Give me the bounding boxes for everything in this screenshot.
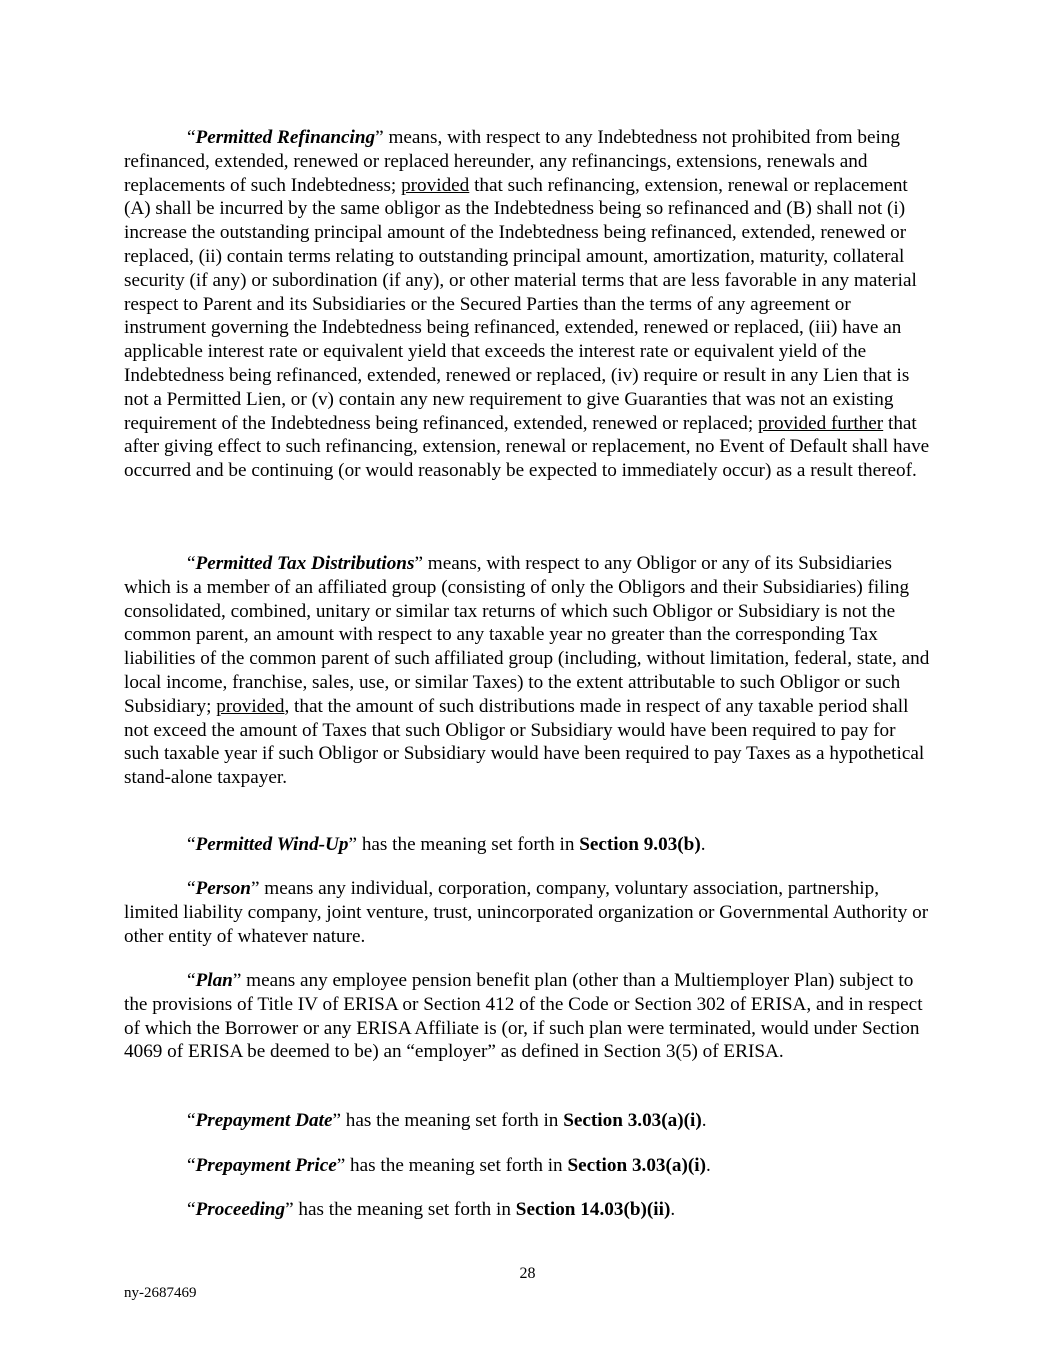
definition-proceeding: “Proceeding” has the meaning set forth in Section 14.03(b)(ii).	[187, 1199, 676, 1220]
definition-text: ” means, with respect to any Indebtedness not prohibited from being refinanced, extended, renewed or replaced hereunder, any refinancings, extensions, renewals and replacements of such Indebtedness;	[124, 127, 901, 196]
open-quote: “	[187, 1110, 196, 1131]
section-reference: Section 3.03(a)(i)	[563, 1110, 702, 1131]
open-quote: “	[187, 127, 196, 148]
defined-term: Prepayment Price	[195, 1155, 337, 1176]
definition-text: that after giving effect to such refinancing, extension, renewal or replacement, no Event of Default shall have occurred and be continuing (or would reasonably be expected to immediately occur) as a result thereof.	[124, 412, 930, 482]
open-quote: “	[187, 878, 196, 899]
proviso-underlined: provided further	[757, 412, 884, 434]
definition-text: ” has the meaning set forth in	[285, 1199, 516, 1220]
open-quote: “	[187, 1199, 196, 1220]
definition-text: ” has the meaning set forth in	[336, 1155, 568, 1176]
definition-text: , that the amount of such distributions made in respect of any taxable period shall not exceed the amount of Taxes that such Obligor or Subsidiary would have been required to pay for such taxable year if such Obligor or Subsidiary would have been required to pay Taxes as a hypothetical stand-alone taxpayer.	[124, 695, 925, 789]
defined-term: Permitted Wind-Up	[195, 834, 349, 855]
definition-permitted-wind-up: “Permitted Wind-Up” has the meaning set forth in Section 9.03(b).	[187, 834, 706, 855]
defined-term: Permitted Tax Distributions	[195, 553, 415, 574]
definition-text: ” means any employee pension benefit plan (other than a Multiemployer Plan) subject to the provisions of Title IV of ERISA or Section 412 of the Code or Section 302 of ERISA, and in respect of which the Borrower or any ERISA Affiliate is (or, if such plan were terminated, would under Section 4069 of ERISA be deemed to be) an “employer” as defined in Section 3(5) of ERISA.	[124, 970, 923, 1063]
definition-plan	[124, 969, 934, 1064]
open-quote: “	[187, 970, 196, 991]
defined-term: Plan	[195, 970, 233, 991]
proviso-underlined: provided	[216, 695, 285, 717]
document-id: ny-2687469	[124, 1285, 197, 1301]
section-reference: Section 9.03(b)	[579, 834, 701, 855]
definition-permitted-refinancing	[124, 126, 934, 483]
definition-text: ” means any individual, corporation, company, voluntary association, partnership, limited liability company, joint venture, trust, unincorporated organization or Governmental Authority or other entity of whatever nature.	[124, 878, 929, 947]
page-number: 28	[519, 1265, 536, 1282]
defined-term: Permitted Refinancing	[195, 127, 376, 148]
definition-text: that such refinancing, extension, renewal or replacement (A) shall be incurred by the same obligor as the Indebtedness being so refinanced and (B) shall not (i) increase the outstanding principal amount of the Indebtedness being refinanced, extended, renewed or replaced, (ii) contain terms relating to outstanding principal amount, amortization, maturity, collateral security (if any) or subordination (if any), or other material terms that are less favorable in any material respect to Parent and its Subsidiaries or the Secured Parties than the terms of any agreement or instrument governing the Indebtedness being refinanced, extended, renewed or replaced, (iii) have an applicable interest rate or equivalent yield that exceeds the interest rate or equivalent yield of the Indebtedness being refinanced, extended, renewed or replaced, (iv) require or result in any Lien that is not a Permitted Lien, or (v) contain any new requirement to give Guaranties that was not an existing requirement of the Indebtedness being refinanced, extended, renewed or replaced;	[124, 174, 917, 434]
definition-prepayment-date: “Prepayment Date” has the meaning set forth in Section 3.03(a)(i).	[187, 1110, 707, 1131]
defined-term: Proceeding	[195, 1199, 286, 1220]
definition-text: ” means, with respect to any Obligor or any of its Subsidiaries which is a member of an affiliated group (consisting of only the Obligors and their Subsidiaries) filing consolidated, combined, unitary or similar tax returns of which such Obligor or Subsidiary is not the common parent, an amount with respect to any taxable year no greater than the corresponding Tax liabilities of the common parent of such affiliated group (including, without limitation, federal, state, and local income, franchise, sales, use, or similar Taxes) to the extent attributable to such Obligor or such Subsidiary;	[124, 553, 930, 717]
defined-term: Person	[195, 878, 251, 899]
open-quote: “	[187, 1155, 196, 1176]
definition-text: ” has the meaning set forth in	[332, 1110, 564, 1131]
defined-term: Prepayment Date	[195, 1110, 333, 1131]
definition-prepayment-price: “Prepayment Price” has the meaning set forth in Section 3.03(a)(i).	[187, 1155, 711, 1176]
definition-permitted-tax-distributions	[124, 552, 934, 790]
proviso-underlined: provided	[401, 174, 470, 196]
section-reference: Section 14.03(b)(ii)	[515, 1199, 671, 1220]
open-quote: “	[187, 834, 196, 855]
section-reference: Section 3.03(a)(i)	[567, 1155, 707, 1176]
definition-person	[124, 877, 934, 948]
open-quote: “	[187, 553, 196, 574]
definition-text: ” has the meaning set forth in	[348, 834, 580, 855]
